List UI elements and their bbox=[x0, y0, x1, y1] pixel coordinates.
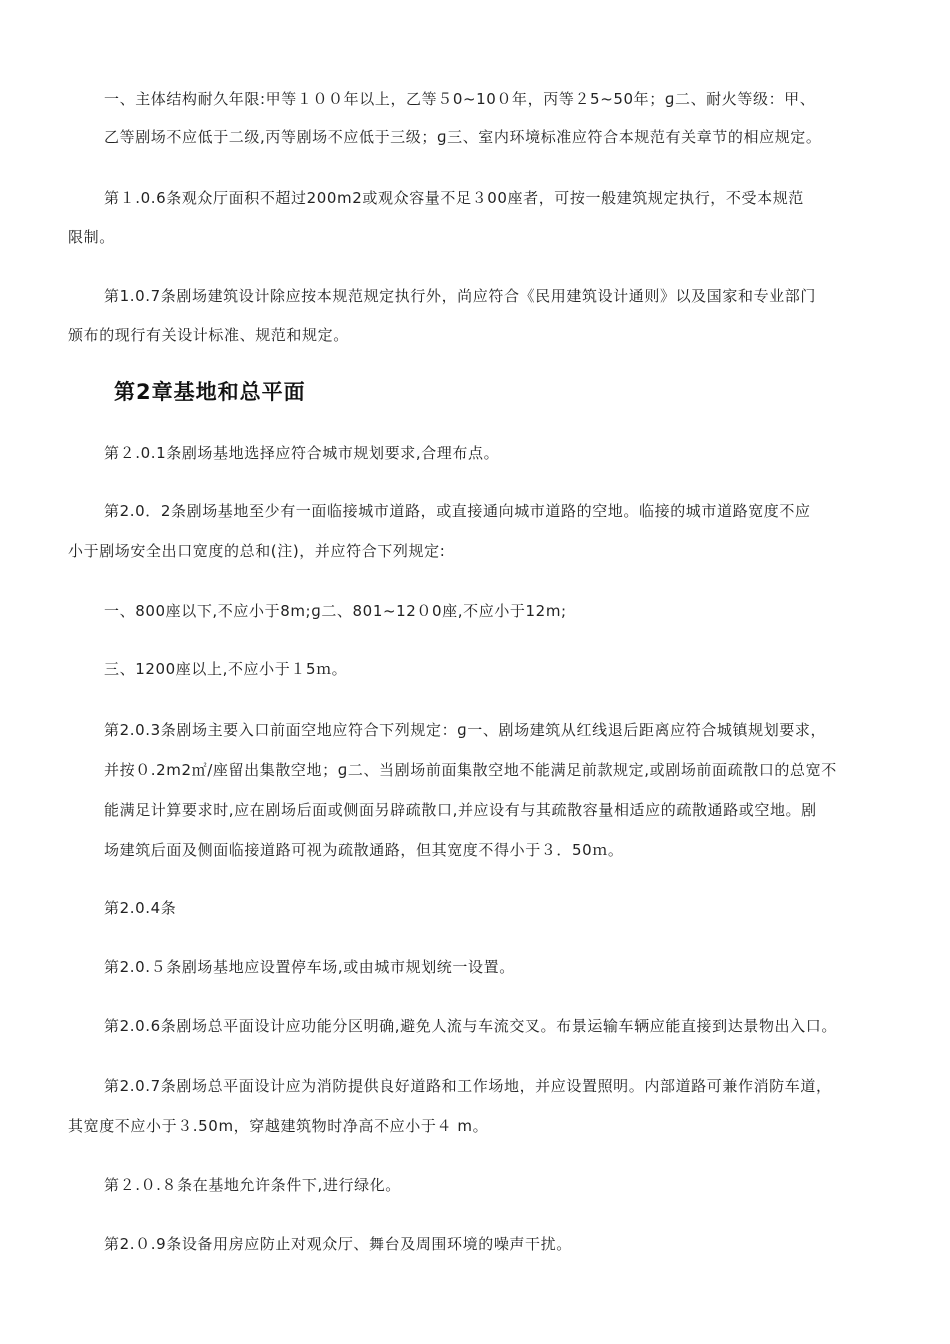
paragraph-line: 第2.0.6条剧场总平面设计应功能分区明确,避免人流与车流交叉。布景运输车辆应能直接到达景物出入口。 bbox=[104, 1017, 837, 1035]
paragraph-line: 第2.０.9条设备用房应防止对观众厅、舞台及周围环境的噪声干扰。 bbox=[104, 1235, 572, 1253]
paragraph-line: 第2.0.５条剧场基地应设置停车场,或由城市规划统一设置。 bbox=[104, 958, 515, 976]
paragraph-line: 第２.0.1条剧场基地选择应符合城市规划要求,合理布点。 bbox=[104, 444, 500, 462]
paragraph-line: 场建筑后面及侧面临接道路可视为疏散通路，但其宽度不得小于３．50ｍ。 bbox=[104, 841, 624, 859]
paragraph-line: 其宽度不应小于３.50m，穿越建筑物时净高不应小于４ m。 bbox=[68, 1117, 489, 1135]
paragraph-line: 第2.0．2条剧场基地至少有一面临接城市道路，或直接通向城市道路的空地。临接的城市道路宽度不应 bbox=[104, 502, 811, 520]
paragraph-line: 并按０.2m2㎡/座留出集散空地；ɡ二、当剧场前面集散空地不能满足前款规定,或剧场前面疏散口的总宽不 bbox=[104, 761, 837, 779]
paragraph-line: 颁布的现行有关设计标准、规范和规定。 bbox=[68, 326, 349, 344]
chapter-heading: 第2章基地和总平面 bbox=[114, 380, 306, 404]
paragraph-line: 一、800座以下,不应小于8m;ɡ二、801~12０0座,不应小于12m; bbox=[104, 602, 567, 620]
paragraph-line: 一、主体结构耐久年限:甲等１００年以上，乙等５0~10０年，丙等２5~50年；ɡ二、耐火等级：甲、 bbox=[104, 90, 816, 108]
paragraph-line: 第2.0.3条剧场主要入口前面空地应符合下列规定：ɡ一、剧场建筑从红线退后距离应符合城镇规划要求， bbox=[104, 721, 827, 739]
paragraph-line: 乙等剧场不应低于二级,丙等剧场不应低于三级；ɡ三、室内环境标准应符合本规范有关章节的相应规定。 bbox=[104, 128, 822, 146]
paragraph-line: 第２.０.８条在基地允许条件下,进行绿化。 bbox=[104, 1176, 401, 1194]
paragraph-line: 第１.0.6条观众厅面积不超过200m2或观众容量不足３00座者，可按一般建筑规定执行，不受本规范 bbox=[104, 189, 804, 207]
paragraph-line: 小于剧场安全出口宽度的总和(注)，并应符合下列规定: bbox=[68, 542, 446, 560]
paragraph-line: 能满足计算要求时,应在剧场后面或侧面另辟疏散口,并应设有与其疏散容量相适应的疏散通路或空地。剧 bbox=[104, 801, 817, 819]
paragraph-line: 限制。 bbox=[68, 228, 115, 246]
paragraph-line: 第2.0.4条 bbox=[104, 899, 177, 917]
paragraph-line: 三、1200座以上,不应小于１5ｍ。 bbox=[104, 660, 348, 678]
paragraph-line: 第1.0.7条剧场建筑设计除应按本规范规定执行外，尚应符合《民用建筑设计通则》以及国家和专业部门 bbox=[104, 287, 816, 305]
paragraph-line: 第2.0.7条剧场总平面设计应为消防提供良好道路和工作场地，并应设置照明。内部道路可兼作消防车道， bbox=[104, 1077, 832, 1095]
